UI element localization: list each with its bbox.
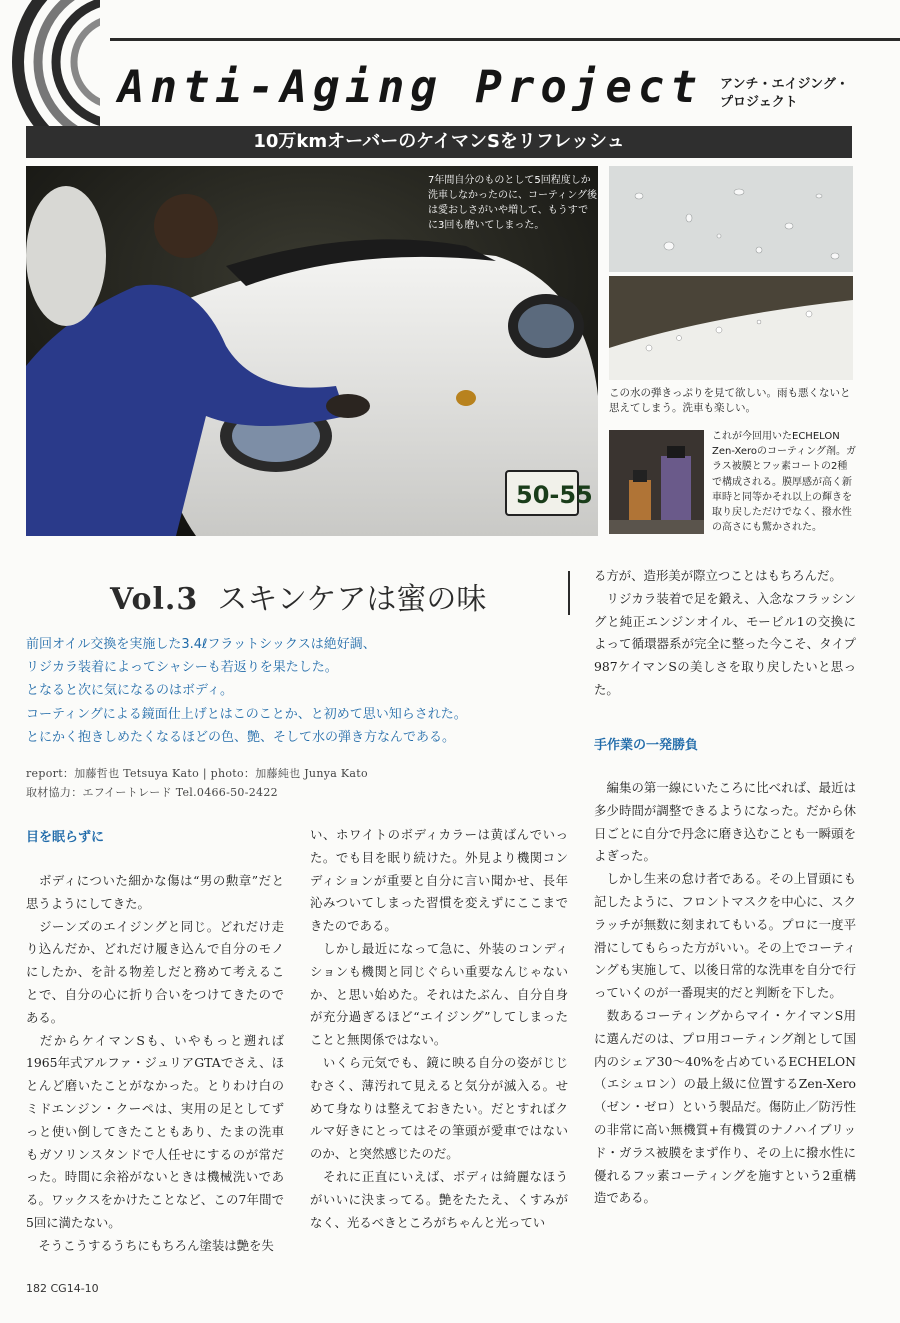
body-column-3-top — [594, 565, 856, 702]
hood-water-image — [609, 276, 853, 380]
section-heading: 目を眠らずに — [26, 830, 105, 845]
paragraph: だからケイマンSも、いやもっと遡れば1965年式アルファ・ジュリアGTAでさえ、ほとんど磨いたことがなかった。とりわけ白のミドエンジン・クーペは、実用の足としてずっと使い倒してきたこともあり、たまの洗車もガソリンスタンドで人任せにするのが常だった。時間に余裕がないときは機械洗いである。ワックスをかけたことなど、この7年間で5回に満たない。 — [26, 1032, 284, 1230]
main-photo-caption: 7年間自分のものとして5回程度しか洗車しなかったのに、コーティング後は愛おしさがいや増して、もうすでに3回も磨いてしまった。 — [428, 175, 597, 231]
credits — [26, 764, 368, 802]
subtitle-bar: 10万kmオーバーのケイマンSをリフレッシュ — [26, 126, 852, 158]
coating-bottles-image — [609, 430, 704, 534]
paragraph: そうこうするうちにもちろん塗装は艶を失 — [26, 1237, 274, 1253]
title-divider — [568, 571, 570, 615]
product-photo-caption: これが今回用いたECHELON Zen-Xeroのコーティング剤。ガラス被膜とフッ素コートの2種で構成される。膜厚感が高く新車時と同等かそれ以上の輝きを取り戻しただけでなく、撥水性の高さにも驚かされた。 — [712, 431, 857, 534]
credit-line: report：加藤哲也 Tetsuya Kato | photo：加藤純也 Junya Kato — [26, 767, 368, 780]
license-plate-text: 50-55 — [516, 481, 593, 509]
article-title-text: スキンケアは蜜の味 — [217, 582, 487, 617]
body-column-3-bottom — [594, 777, 856, 1210]
water-beading-photo-bottom — [609, 276, 853, 380]
credit-line: 取材協力：エフイートレード Tel.0466-50-2422 — [26, 786, 278, 799]
lead-line: リジカラ装着によってシャシーも若返りを果たした。 — [26, 660, 338, 676]
paragraph: いくら元気でも、鏡に映る自分の姿がじじむさく、薄汚れて見えると気分が滅入る。せめて身なりは整えておきたい。だとすればクルマ好きにとってはその筆頭が愛車ではないのか、と突然感じたのだ。 — [310, 1054, 568, 1162]
paragraph: ジーンズのエイジングと同じ。どれだけ走り込んだか、どれだけ履き込んで自分のモノにしたか、を計る物差しだと務めて考えることで、自分の心に折り合いをつけてきたのである。 — [26, 918, 284, 1025]
body-column-2 — [310, 824, 568, 1234]
section-heading: 手作業の一発勝負 — [594, 738, 699, 753]
paragraph: ボディについた細かな傷は“男の勲章”だと思うようにしてきた。 — [26, 873, 284, 911]
lead-line: となると次に気になるのはボディ。 — [26, 683, 233, 699]
header-rule — [110, 38, 900, 41]
water-photo-caption: この水の弾きっぷりを見て欲しい。雨も悪くないと思えてしまう。洗車も楽しい。 — [609, 387, 851, 414]
lead-line: コーティングによる鏡面仕上げとはこのことか、と初めて思い知らされた。 — [26, 706, 467, 722]
water-beading-photo-top — [609, 166, 853, 272]
paragraph: い、ホワイトのボディカラーは黄ばんでいった。でも目を眠り続けた。外見より機関コンディションが重要と自分に言い聞かせ、長年沁みついてしまった習慣を変えずにここまできたのである。 — [310, 827, 568, 934]
paragraph: それに正直にいえば、ボディは綺麗なほうがいいに決まってる。艶をたたえ、くすみがなく、光るべきところがちゃんと光ってい — [310, 1168, 568, 1230]
article-title — [110, 574, 486, 618]
paragraph: しかし生来の怠け者である。その上冒頭にも記したように、フロントマスクを中心に、スクラッチが無数に刻まれてもいる。プロに一度平滑にしてもらった方がいい。その上でコーティングも実施して、以後日常的な洗車を自分で行っていくのが一番現実的だと判断を下した。 — [594, 871, 856, 1001]
lead-line: 前回オイル交換を実施した3.4ℓフラットシックスは絶好調、 — [26, 637, 376, 652]
paragraph: る方が、造形美が際立つことはもちろんだ。 — [594, 568, 842, 583]
series-kana-line: プロジェクト — [720, 95, 798, 110]
series-title: Anti-Aging Project — [118, 62, 703, 113]
paragraph: リジカラ装着で足を鍛え、入念なフラッシングと純正エンジンオイル、モービル1の交換によって循環器系が完全に整った今こそ、タイプ987ケイマンSの美しさを取り戻したいと思った。 — [594, 590, 856, 697]
lead-paragraph — [26, 633, 566, 749]
vol-number: Vol.3 — [110, 582, 199, 617]
body-column-1 — [26, 870, 284, 1258]
paragraph: 数あるコーティングからマイ・ケイマンS用に選んだのは、プロ用コーティング剤として国内のシェア30〜40%を占めているECHELON（エシュロン）の最上級に位置するZen-Xero（ゼン・ゼロ）という製品だ。傷防止／防汚性の非常に高い無機質+有機質のナノハイブリッド・ガラス被膜をまず作り、その上に撥水性に優れるフッ素コーティングを施すという2重構造である。 — [594, 1007, 856, 1206]
lead-line: とにかく抱きしめたくなるほどの色、艶、そして水の弾き方なんである。 — [26, 729, 456, 745]
paragraph: 編集の第一線にいたころに比べれば、最近は多少時間が調整できるようになった。だから休日ごとに自分で丹念に磨き込むことも一瞬頭をよぎった。 — [594, 780, 856, 864]
series-title-kana — [720, 76, 849, 112]
product-photo — [609, 430, 704, 534]
page-folio: 182 CG14-10 — [26, 1282, 99, 1295]
water-droplets-image — [609, 166, 853, 272]
paragraph: しかし最近になって急に、外装のコンディションも機関と同じぐらい重要なんじゃないか、と思い始めた。それはたぶん、自分自身が充分過ぎるほど“エイジング”してしまったことと無関係ではない。 — [310, 940, 568, 1048]
series-kana-line: アンチ・エイジング・ — [720, 77, 849, 92]
